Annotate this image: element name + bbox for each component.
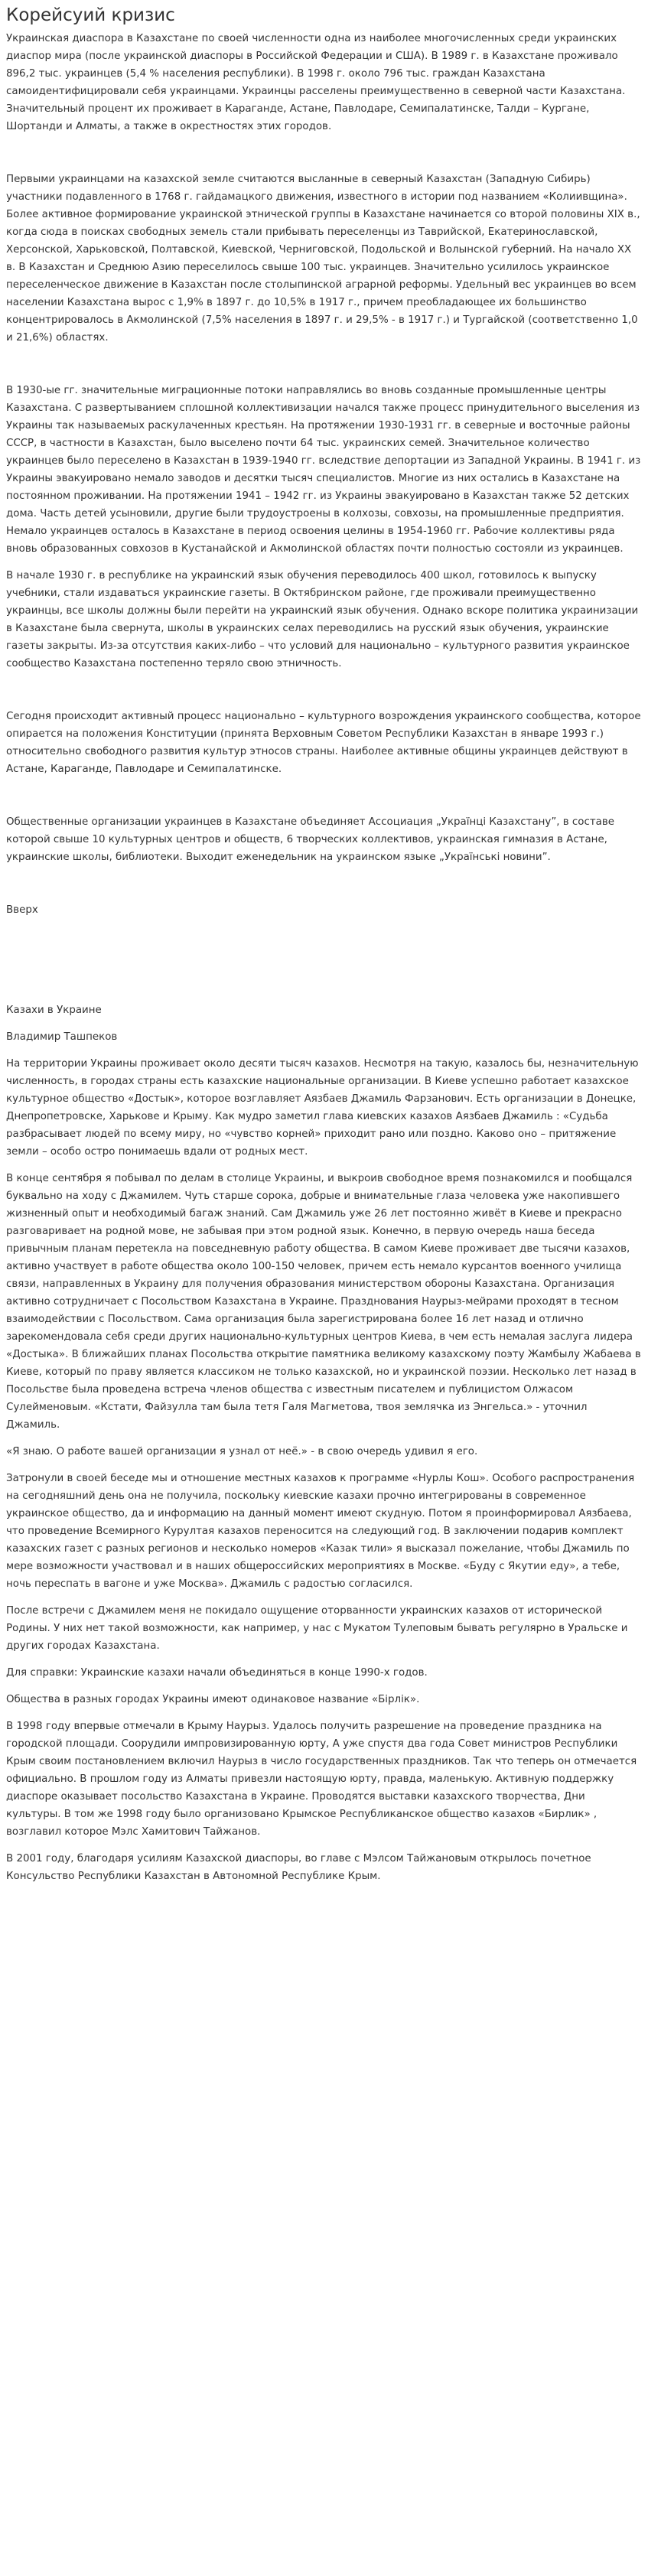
paragraph: Общества в разных городах Украины имеют одинаковое название «Бірлік». bbox=[6, 1694, 420, 1705]
paragraph: На территории Украины проживает около десяти тысяч казахов. Несмотря на такую, казалось бы, незначительную численность, в городах страны есть казахские национальные организации. В Киеве успешно работает казахское культурное общество «Достык», которое возглавляет Аязбаев Джамиль Фарзанович. Есть организации в Донецке, Днепропетровске, Харькове и Крыму. Как мудро заметил глава киевских казахов Аязбаев Джамиль : «Судьба разбрасывает людей по всему миру, но «чувство корней» приходит рано или поздно. Каково оно – притяжение земли – особо остро понимаешь вдали от родных мест. bbox=[6, 1058, 639, 1158]
section-ukrainians-in-kazakhstan bbox=[6, 30, 642, 866]
author-name: Владимир Ташпеков bbox=[6, 1031, 118, 1043]
paragraph: В начале 1930 г. в республике на украинский язык обучения переводилось 400 школ, готовилось к выпуску учебники, стали издаваться украинские газеты. В Октябринском районе, где проживали преимущественно украинцы, все школы должны были перейти на украинский язык обучения. Однако вскоре политика украинизации в Казахстане была свернута, школы в украинских селах переводились на русский язык обучения, украинские газеты закрыты. Из-за отсутствия каких-либо – что условий для национально – культурного развития украинское сообщество Казахстана постепенно теряло свою этничность. bbox=[6, 570, 639, 669]
paragraph: После встречи с Джамилем меня не покидало ощущение оторванности украинских казахов от исторической Родины. У них нет такой возможности, как например, у нас с Мукатом Тулеповым бывать регулярно в Уральске и других городах Казахстана. bbox=[6, 1605, 628, 1652]
paragraph: В 1930-ые гг. значительные миграционные потоки направлялись во вновь созданные промышленные центры Казахстана. С развертыванием сплошной коллективизации начался также процесс принудительного выселения из Украины так называемых раскулаченных крестьян. На протяжении 1930-1931 гг. в северные и восточные районы СССР, в частности в Казахстан, было выселено почти 64 тыс. украинских семей. Значительное количество украинцев было переселено в Казахстан в 1939-1940 гг. вследствие депортации из Западной Украины. В 1941 г. из Украины эвакуировано немало заводов и десятки тысяч специалистов. Многие из них остались в Казахстане на постоянном проживании. На протяжении 1941 – 1942 гг. из Украины эвакуировано в Казахстан также 52 детских дома. Часть детей усыновили, другие были трудоустроены в колхозы, совхозы, на промышленные предприятия. Немало украинцев осталось в Казахстане в период освоения целины в 1954-1960 гг. Рабочие коллективы рядa вновь образованных совхозов в Кустанайской и Акмолинской областях почти полностью состояли из украинцев. bbox=[6, 385, 641, 555]
paragraph: Общественные организации украинцев в Казахстане объединяет Ассоциация „Українці Казахстану”, в составе которой свыше 10 культурных центров и обществ, 6 творческих коллективов, украинская гимназия в Астане, украинские школы, библиотеки. Выходит еженедельник на украинском языке „Українські новини”. bbox=[6, 816, 614, 863]
page-title: Корейсуий кризис bbox=[6, 5, 175, 25]
paragraph: В 2001 году, благодаря усилиям Казахской диаспоры, во главе с Мэлсом Тайжановым открылось почетное Консульство Республики Казахстан в Автономной Республике Крым. bbox=[6, 1853, 591, 1882]
paragraph: В конце сентября я побывал по делам в столице Украины, и выкроив свободное время познакомился и пообщался буквально на ходу с Джамилем. Чуть старше сорока, добрые и внимательные глаза человека уже накопившего жизненный опыт и необходимый багаж знаний. Сам Джамиль уже 26 лет постоянно живёт в Киеве и прекрасно разговаривает на родной мове, не забывая при этом родной язык. Конечно, в первую очередь наша беседа привычным планам перетекла на повседневную работу общества. В самом Киеве проживает две тысячи казахов, активно участвует в работе общества около 100-150 человек, причем есть немало курсантов военного училища связи, направленных в Украину для получения образования министерством обороны Казахстана. Организация активно сотрудничает с Посольством Казахстана в Украине. Празднования Наурыз-мейрами проходят в тесном взаимодействии с Посольством. Сама организация была зарегистрирована более 16 лет назад и отлично зарекомендовала себя среди других национально-культурных центров Киева, в чем есть немалая заслуга лидера «Достыка». В ближайших планах Посольства открытие памятника великому казахскому поэту Жамбылу Жабаева в Киеве, который по праву является классиком не только казахской, но и украинской поэзии. Несколько лет назад в Посольстве была проведена встреча членов общества с известным писателем и публицистом Олжасом Сулейменовым. «Кстати, Файзулла там была тетя Галя Магметова, твоя землячка из Энгельса.» - уточнил Джамиль. bbox=[6, 1173, 641, 1431]
paragraph: Украинская диаспора в Казахстане по своей численности одна из наиболее многочисленных среди украинских диаспор мира (после украинской диаспоры в Российской Федерации и США). В 1989 г. в Казахстане проживало 896,2 тыс. украинцев (5,4 % населения республики). В 1998 г. около 796 тыс. граждан Казахстана самоидентифицировали себя украинцами. Украинцы расселены преимущественно в северной части Казахстана. Значительный процент их проживает в Караганде, Астане, Павлодаре, Семипалатинске, Талди – Кургане, Шортанди и Алматы, а также в окрестностях этих городов. bbox=[6, 33, 626, 132]
paragraph: Сегодня происходит активный процесс национально – культурного возрождения украинского сообщества, которое опирается на положения Конституции (принята Верховным Советом Республики Казахстан в январе 1993 г.) относительно свободного развития культур этносов страны. Наиболее активные общины украинцев действуют в Астане, Караганде, Павлодаре и Семипалатинске. bbox=[6, 711, 641, 775]
paragraph: Для справки: Украинские казахи начали объединяться в конце 1990-х годов. bbox=[6, 1667, 428, 1679]
back-to-top-link[interactable]: Вверх bbox=[6, 904, 38, 916]
section-kazakhs-in-ukraine bbox=[6, 1001, 642, 1885]
paragraph: Первыми украинцами на казахской земле считаются высланные в северный Казахстан (Западную Сибирь) участники подавленного в 1768 г. гайдамацкого движения, известного в истории под названием «Колиивщина». Более активное формирование украинской этнической группы в Казахстане начинается со второй половины XIX в., когда сюда в поисках свободных земель стали прибывать переселенцы из Таврийской, Екатеринославской, Херсонской, Харьковской, Полтавской, Киевской, Черниговской, Подольской и Волынской губерний. На начало ХХ в. В Казахстан и Среднюю Азию переселилось свыше 100 тыс. украинцев. Значительно усилилось украинское переселенческое движение в Казахстан после столыпинской аграрной реформы. Удельный вес украинцев во всем населении Казахстана вырос с 1,9% в 1897 г. до 10,5% в 1917 г., причем преобладающее их большинство концентрировалось в Акмолинской (7,5% населения в 1897 г. и 29,5% - в 1917 г.) и Тургайской (соответственно 1,0 и 21,6%) областях. bbox=[6, 174, 640, 344]
section-heading: Казахи в Украине bbox=[6, 1005, 102, 1016]
paragraph: «Я знаю. О работе вашей организации я узнал от неё.» - в свою очередь удивил я его. bbox=[6, 1446, 478, 1457]
paragraph: В 1998 году впервые отмечали в Крыму Наурыз. Удалось получить разрешение на проведение праздника на городской площади. Соорудили импровизированную юрту, А уже спустя два года Совет министров Республики Крым своим постановлением включил Наурыз в число государственных праздников. Так что теперь он отмечается официально. В прошлом году из Алматы привезли настоящую юрту, правда, маленькую. Активную поддержку диаспоре оказывает посольство Казахстана в Украине. Проводятся выставки казахского творчества, Дни культуры. В том же 1998 году было организовано Крымское Республиканское общество казахов «Бирлик» , возглавил которое Мэлс Хамитович Тайжанов. bbox=[6, 1721, 637, 1838]
paragraph: Затронули в своей беседе мы и отношение местных казахов к программе «Нурлы Кош». Особого распространения на сегодняшний день она не получила, поскольку киевские казахи прочно интегрированы в современное украинское общество, да и информацию на данный момент имеют скудную. Потом я проинформировал Аязбаева, что проведение Всемирного Курултая казахов переносится на следующий год. В заключении подарив комплект казахских газет с разных регионов и несколько номеров «Казак тили» я высказал пожелание, чтобы Джамиль по мере возможности участвовал и в наших общероссийских мероприятиях в Москве. «Буду с Якутии еду», а тебе, ночь переспать в вагоне и уже Москва». Джамиль с радостью согласился. bbox=[6, 1473, 635, 1590]
